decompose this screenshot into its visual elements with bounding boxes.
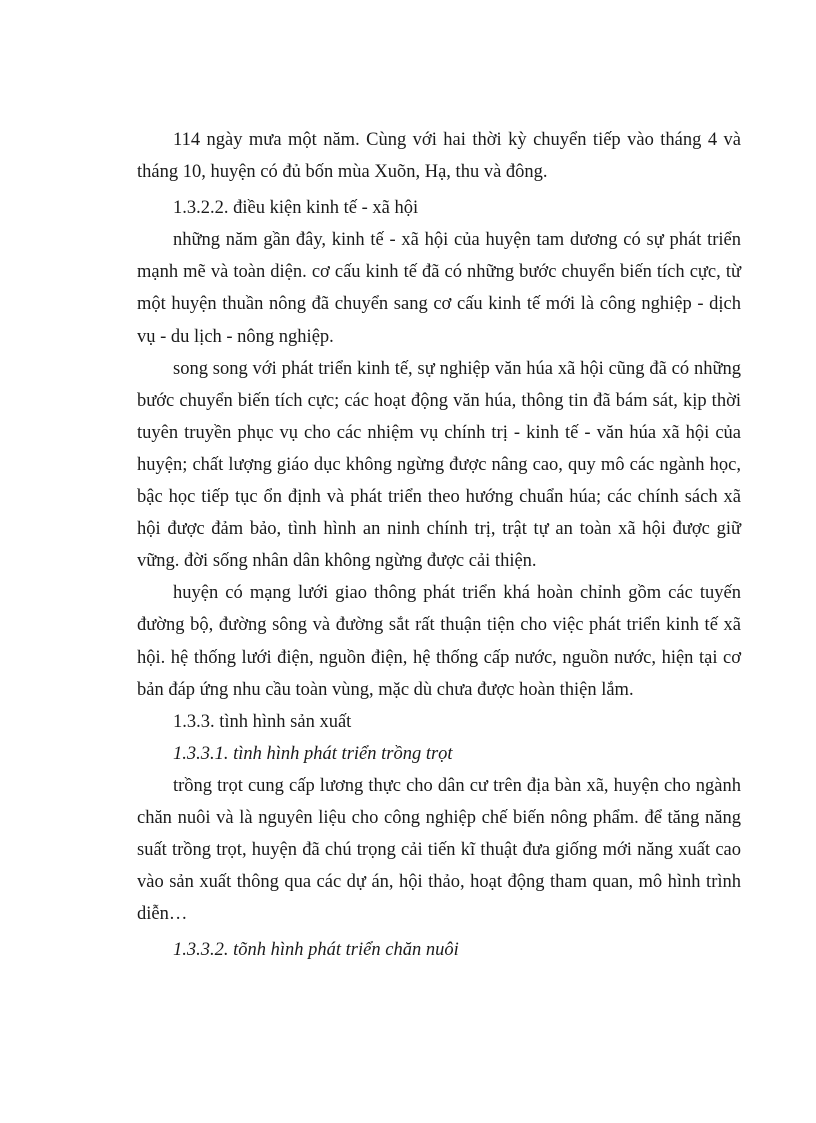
- paragraph-crops: trồng trọt cung cấp lương thực cho dân cư trên địa bàn xã, huyện cho ngành chăn nuôi và là nguyên liệu cho công nghiệp chế biến nông phẩm. để tăng năng suất trồng trọt, huyện đã chú trọng cải tiến kĩ thuật đưa giống mới năng xuất cao vào sản xuất thông qua các dự án, hội thảo, hoạt động tham quan, mô hình trình diễn…: [137, 775, 741, 925]
- heading-crop-development: 1.3.3.1. tình hình phát triển trồng trọt: [173, 743, 453, 764]
- paragraph-culture-society: song song với phát triển kinh tế, sự nghiệp văn húa xã hội cũng đã có những bước chuyển biến tích cực; các hoạt động văn húa, thông tin đã bám sát, kịp thời tuyên truyền phục vụ cho các nhiệm vụ chính trị - kinh tế - văn húa xã hội của huyện; chất lượng giáo dục không ngừng được nâng cao, quy mô các ngành học, bậc học tiếp tục ổn định và phát triển theo hướng chuẩn húa; các chính sách xã hội được đảm bảo, tình hình an ninh chính trị, trật tự an toàn xã hội được giữ vững. đời sống nhân dân không ngừng được cải thiện.: [137, 358, 741, 572]
- paragraph-infrastructure: huyện có mạng lưới giao thông phát triển khá hoàn chỉnh gồm các tuyến đường bộ, đường sông và đường sắt rất thuận tiện cho việc phát triển kinh tế xã hội. hệ thống lưới điện, nguồn điện, hệ thống cấp nước, nguồn nước, hiện tại cơ bản đáp ứng nhu cầu toàn vùng, mặc dù chưa được hoàn thiện lắm.: [137, 583, 741, 700]
- paragraph-economy: những năm gần đây, kinh tế - xã hội của huyện tam dương có sự phát triển mạnh mẽ và toàn diện. cơ cấu kinh tế đã có những bước chuyển biến tích cực, từ một huyện thuần nông đã chuyển sang cơ cấu kinh tế mới là công nghiệp - dịch vụ - du lịch - nông nghiệp.: [137, 230, 741, 347]
- heading-livestock-development: 1.3.3.2. tõnh hình phát triển chăn nuôi: [173, 940, 459, 961]
- heading-economic-social-conditions: 1.3.2.2. điều kiện kinh tế - xã hội: [173, 198, 419, 219]
- paragraph-climate-continuation: 114 ngày mưa một năm. Cùng với hai thời kỳ chuyển tiếp vào tháng 4 và tháng 10, huyện có đủ bốn mùa Xuõn, Hạ, thu và đông.: [137, 130, 741, 183]
- heading-production-situation: 1.3.3. tình hình sản xuất: [173, 711, 352, 732]
- document-body: [137, 124, 741, 966]
